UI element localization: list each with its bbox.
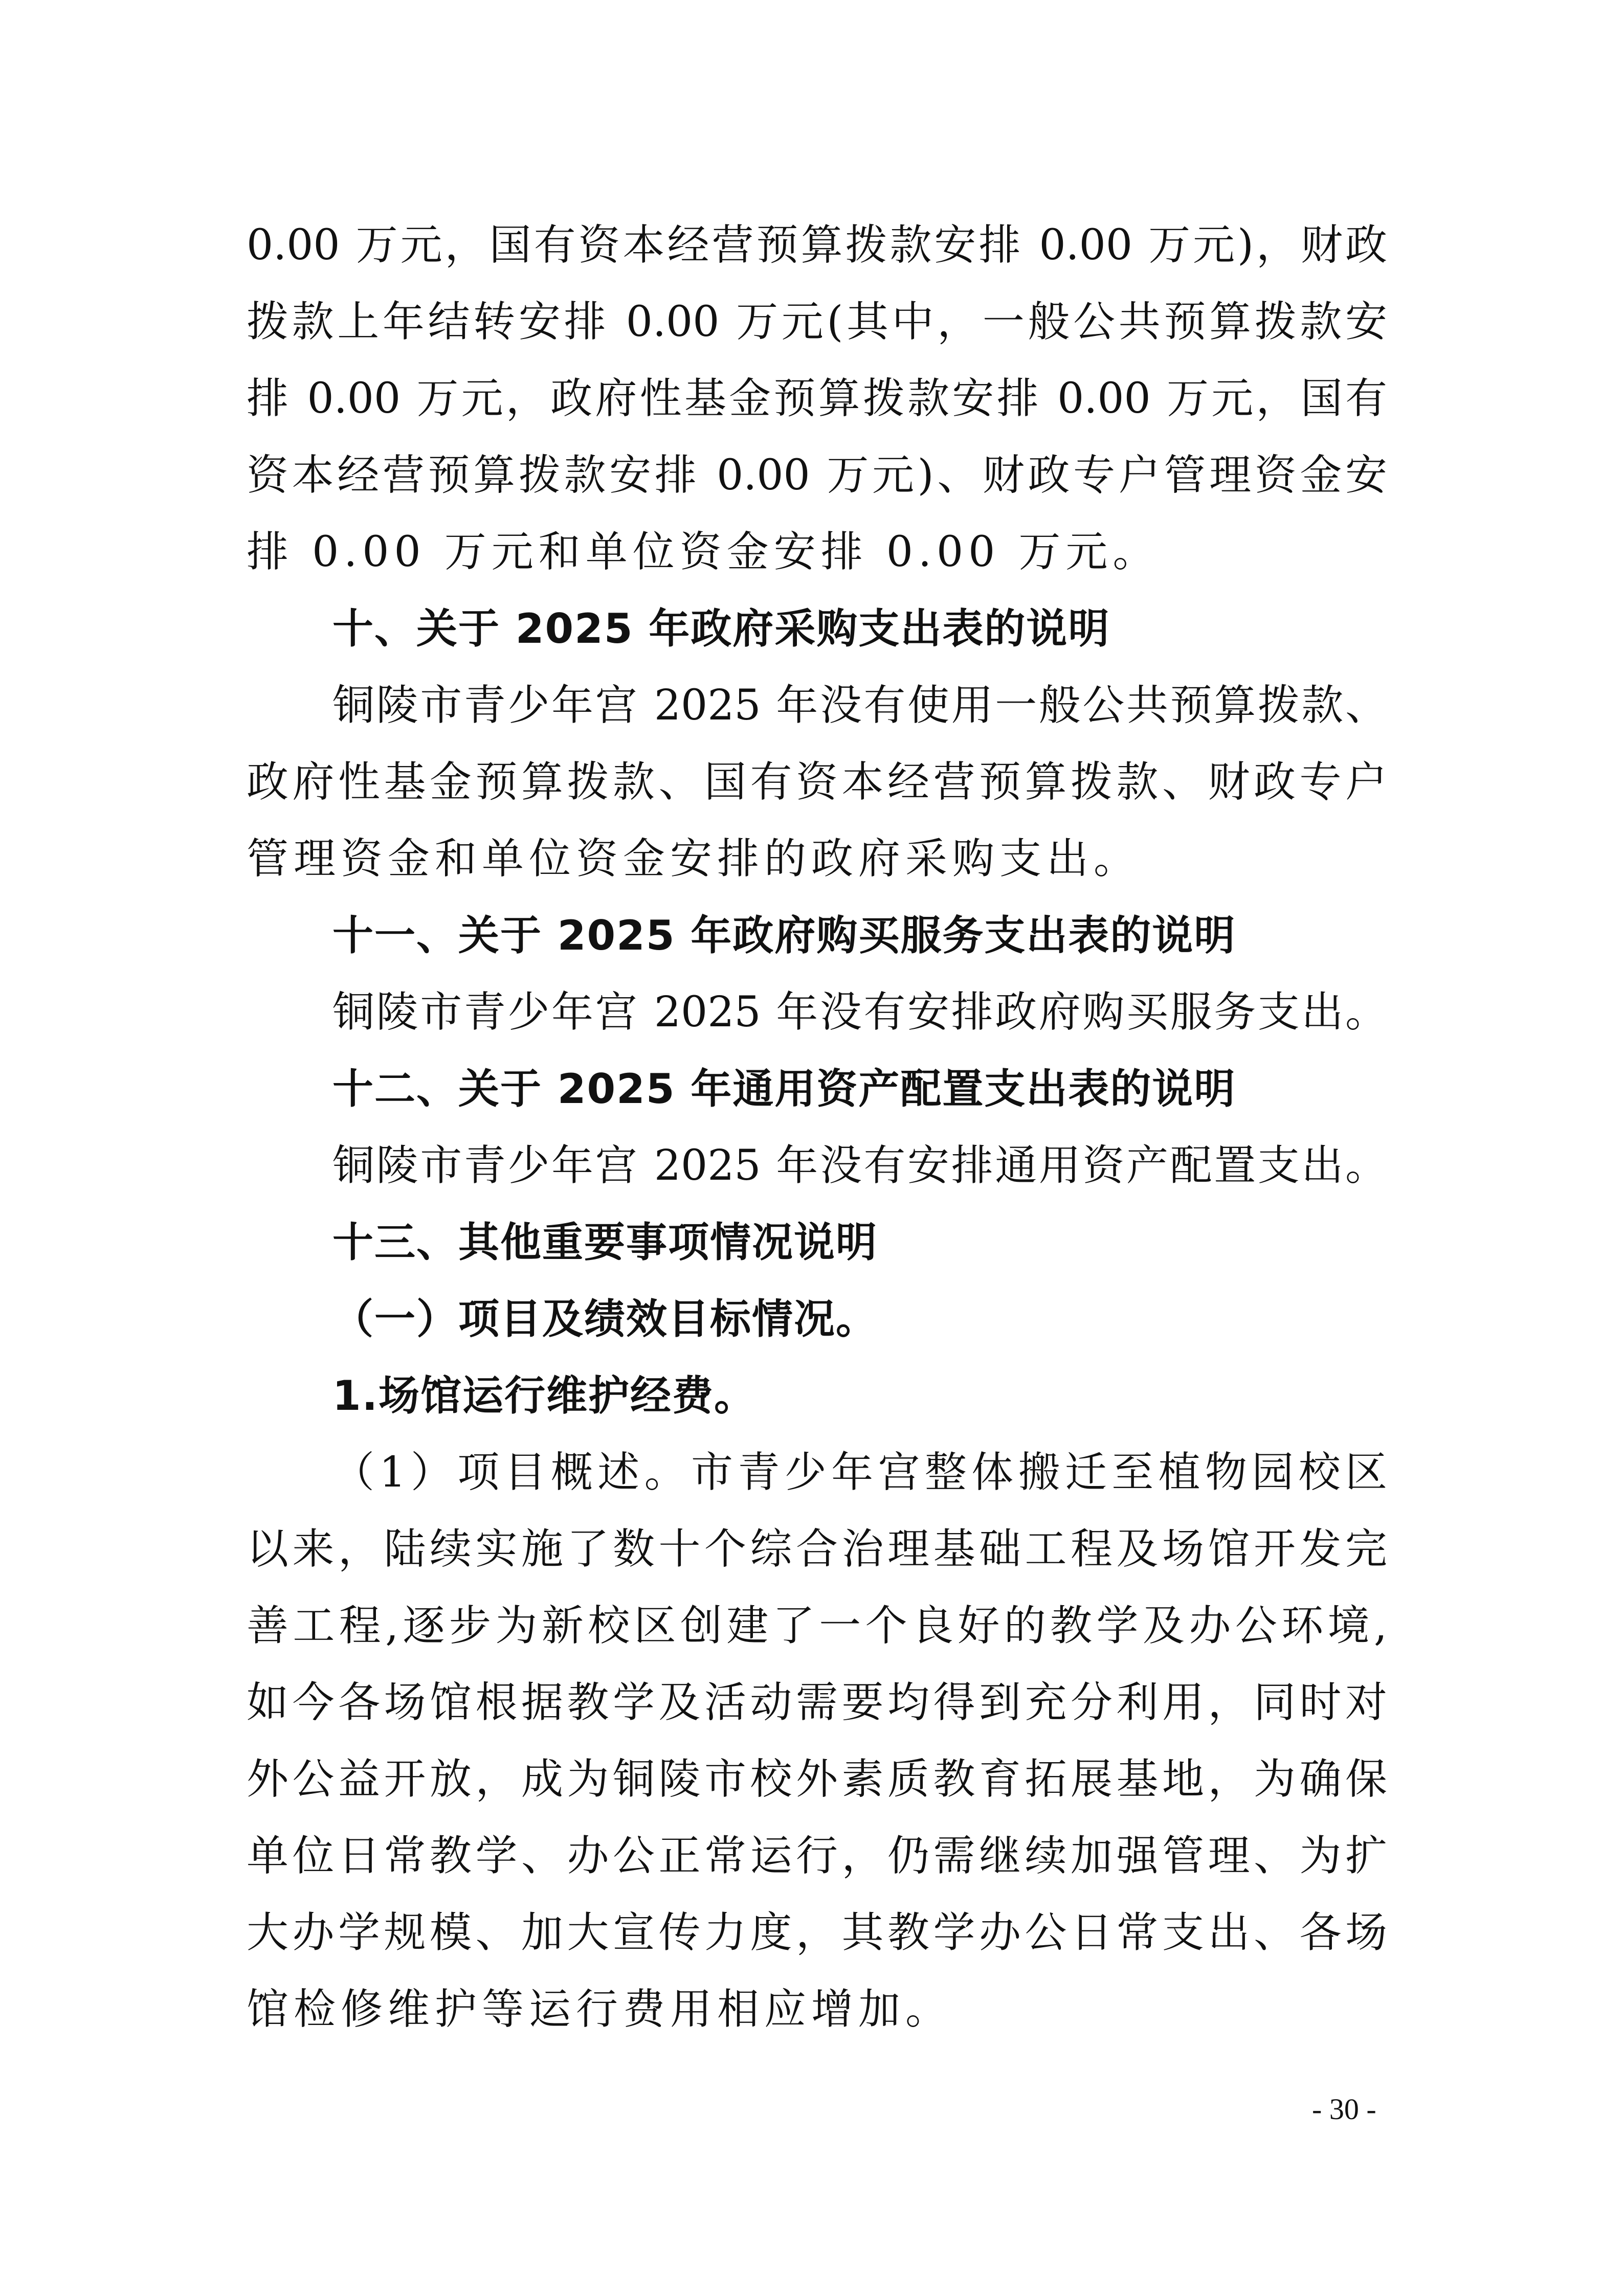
body-text-line: 资本经营预算拨款安排 0.00 万元)、财政专户管理资金安 bbox=[247, 451, 1387, 500]
body-text-line: 以来，陆续实施了数十个综合治理基础工程及场馆开发完 bbox=[247, 1525, 1387, 1573]
body-text-line: 排 0.00 万元和单位资金安排 0.00 万元。 bbox=[247, 528, 1160, 576]
section-heading: 十一、关于 2025 年政府购买服务支出表的说明 bbox=[332, 912, 1236, 959]
body-text-line: 政府性基金预算拨款、国有资本经营预算拨款、财政专户 bbox=[247, 758, 1387, 806]
body-text-line: 馆检修维护等运行费用相应增加。 bbox=[247, 1985, 953, 2034]
section-heading: 十三、其他重要事项情况说明 bbox=[332, 1219, 878, 1266]
item-heading: 1.场馆运行维护经费。 bbox=[332, 1372, 757, 1420]
section-heading: 十、关于 2025 年政府采购支出表的说明 bbox=[332, 605, 1110, 652]
body-text-line: 大办学规模、加大宣传力度，其教学办公日常支出、各场 bbox=[247, 1908, 1387, 1957]
body-text-line: 排 0.00 万元，政府性基金预算拨款安排 0.00 万元，国有 bbox=[247, 374, 1387, 423]
body-text-line: 管理资金和单位资金安排的政府采购支出。 bbox=[247, 835, 1141, 883]
body-text-line: 拨款上年结转安排 0.00 万元(其中，一般公共预算拨款安 bbox=[247, 298, 1387, 346]
page-number: - 30 - bbox=[1312, 2092, 1376, 2126]
subsection-heading: （一）项目及绩效目标情况。 bbox=[332, 1295, 878, 1343]
body-text-line: 铜陵市青少年宫 2025 年没有安排政府购买服务支出。 bbox=[332, 988, 1387, 1037]
section-heading: 十二、关于 2025 年通用资产配置支出表的说明 bbox=[332, 1065, 1236, 1113]
body-text-line: 铜陵市青少年宫 2025 年没有安排通用资产配置支出。 bbox=[332, 1141, 1387, 1190]
body-text-line: 善工程,逐步为新校区创建了一个良好的教学及办公环境, bbox=[247, 1602, 1387, 1650]
body-text-line: 铜陵市青少年宫 2025 年没有使用一般公共预算拨款、 bbox=[332, 681, 1387, 730]
body-text-line: 0.00 万元，国有资本经营预算拨款安排 0.00 万元)，财政 bbox=[247, 221, 1387, 269]
body-text-line: 如今各场馆根据教学及活动需要均得到充分利用，同时对 bbox=[247, 1678, 1387, 1727]
body-text-line: 单位日常教学、办公正常运行，仍需继续加强管理、为扩 bbox=[247, 1832, 1387, 1880]
body-text-line: （1）项目概述。市青少年宫整体搬迁至植物园校区 bbox=[332, 1448, 1387, 1497]
body-text-line: 外公益开放，成为铜陵市校外素质教育拓展基地，为确保 bbox=[247, 1755, 1387, 1804]
